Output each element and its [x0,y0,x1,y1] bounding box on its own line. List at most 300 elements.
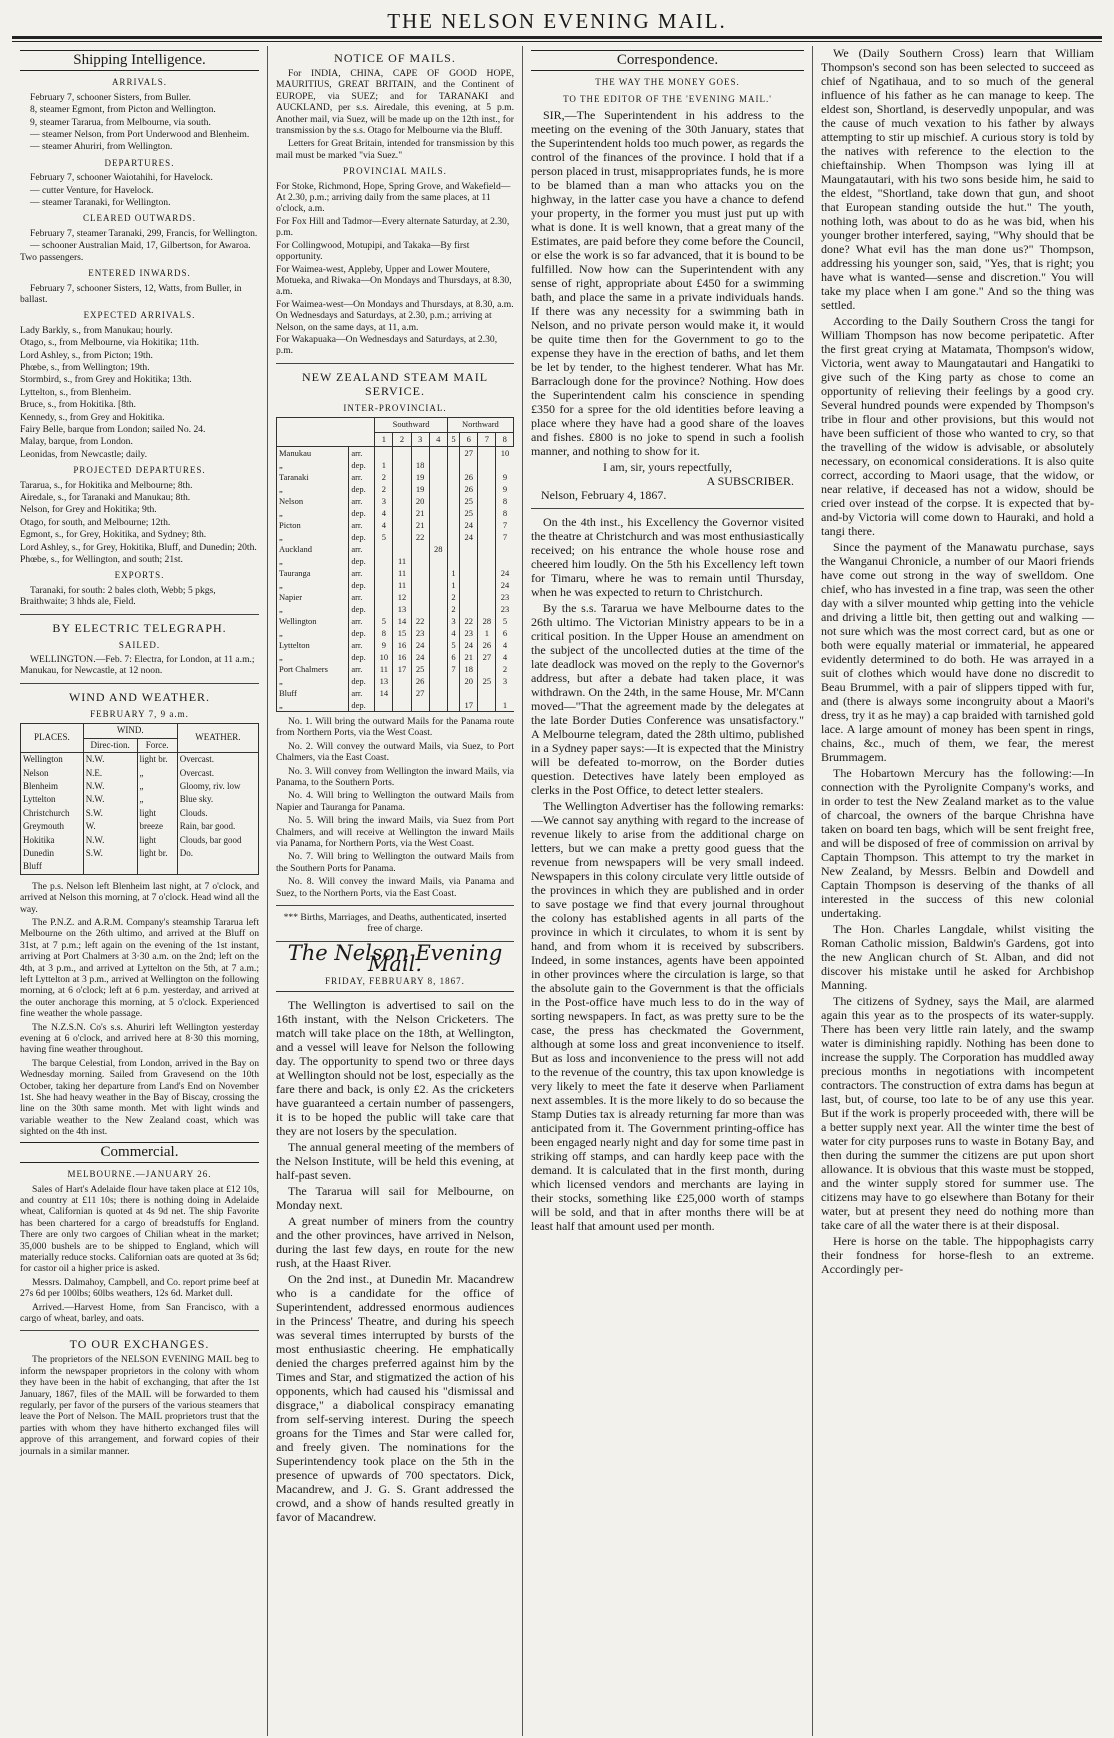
weather-cell: Overcast. [177,753,258,767]
mail-date-cell [375,446,393,459]
mail-date-cell [393,519,411,531]
mail-date-cell: 3 [375,495,393,507]
arrival-item: February 7, schooner Sisters, from Buller. [30,91,191,103]
weather-cell: Rain, bar good. [177,820,258,833]
southward-header: Southward [375,418,447,432]
weather-cell: W. [83,820,137,833]
exchanges-heading: TO OUR EXCHANGES. [69,1337,210,1352]
mail-date-cell [496,555,514,567]
mail-date-cell [478,603,496,615]
weather-cell: Dunedin [21,847,84,860]
mail-date-cell [429,483,447,495]
entered-list [20,283,259,306]
mail-date-cell [496,543,514,555]
mail-note: No. 5. Will bring the inward Mails, via Suez from Port Chalmers, and will receive at Wellington the inward Mails via Panama, for Northern Ports, via the West Coast. [276,815,514,850]
mail-port-cell: „ [277,555,349,567]
weather-cell: light br. [137,847,177,860]
provincial-item: For Collingwood, Motupipi, and Takaka—By first opportunity. [276,239,470,263]
weather-cell: Nelson [21,767,84,780]
expected-item: Lyttelton, s., from Blenheim. [20,386,132,398]
expected-item: Malay, barque, from London. [20,436,133,448]
weather-cell: „ [137,780,177,793]
column-1 [12,46,267,1736]
exports-text: Taranaki, for south: 2 bales cloth, Webb; 5 pkgs, Braithwaite; 3 hhds ale, Field. [20,584,216,608]
mail-date-cell: 8 [496,495,514,507]
mail-date-cell [429,615,447,627]
commercial-heading: Commercial. [20,1142,259,1163]
mail-date-cell [447,471,459,483]
mail-date-cell [393,483,411,495]
letter-heading: THE WAY THE MONEY GOES. [595,77,740,88]
expected-list [20,325,259,460]
mail-row [277,446,514,459]
mail-date-cell [429,471,447,483]
weather-cell: light [137,834,177,847]
mail-row [277,543,514,555]
mail-date-cell: 22 [411,615,429,627]
mail-note: No. 8. Will convey the inward Mails, via Panama and Suez, to the Northern Ports, via the East Coast. [276,876,514,899]
mail-date-cell [429,639,447,651]
article-paragraph: On the 4th inst., his Excellency the Governor visited the theatre at Christchurch and was most enthusiastically received; on his entrance the whole house rose and cheered him loudly. On the 5th his Excellency left town for Timaru, where he was to remain until Thursday, when he was expected to return to Christchurch. [531,515,804,600]
mail-date-cell [375,591,393,603]
weather-row [21,820,259,833]
commercial-date: MELBOURNE.—JANUARY 26. [67,1169,212,1180]
mail-number-header: 2 [393,432,411,446]
arrival-item: 8, steamer Egmont, from Picton and Wellington. [30,104,216,116]
mail-arrdep-cell: arr. [349,663,375,675]
weather-cell: Do. [177,847,258,860]
editorial-paragraph: The Wellington is advertised to sail on the 16th instant, with the Nelson Cricketers. The match will take place on the 18th, at Wellington, and a vessel will leave for Nelson the following day. The opportunity to spend two or three days at Wellington should not be lost, especially as the fare there and back, is only £2. As the cricketers have guaranteed a certain number of passengers, it is to be hoped the public will take care that they are not losers by the speculation. [276,998,514,1139]
wx-force-header: Force. [137,738,177,752]
mail-date-cell: 23 [411,627,429,639]
mail-date-cell: 3 [447,615,459,627]
mail-port-cell: „ [277,675,349,687]
mail-date-cell [478,591,496,603]
weather-row [21,847,259,860]
article-paragraph: Here is horse on the table. The hippophagists carry their fondness for horse-flesh to an extreme. Accordingly per- [821,1234,1094,1276]
weather-cell: Blue sky. [177,793,258,806]
mail-date-cell [447,555,459,567]
mail-port-cell: Taranaki [277,471,349,483]
arrival-item: — steamer Ahuriri, from Wellington. [30,141,173,153]
commercial-paragraph: Sales of Hart's Adelaide flour have taken place at £12 10s, and country at £11 10s; there is nothing doing in Adelaide wheat, Californian is quoted at 4s 9d net. The ship Favorite has been chartered for a cargo of breadstuffs for England. There are only two cargoes of Chilian wheat in the market; 35,000 bushels are to be shipped to England, which will materially reduce stocks. Californian oats are quoted at 3s 6d; for castor oil a higher price is asked. [20,1183,259,1275]
mail-number-header: 6 [460,432,478,446]
mail-date-cell: 5 [447,639,459,651]
columns [12,46,1102,1736]
weather-cell: Clouds. [177,807,258,820]
mail-port-cell: Manukau [277,446,349,459]
mail-date-cell [460,687,478,699]
column-2 [267,46,522,1736]
weather-table-body [21,753,259,874]
weather-cell: breeze [137,820,177,833]
mail-date-cell: 8 [375,627,393,639]
weather-cell: Lyttelton [21,793,84,806]
weather-row [21,793,259,806]
mail-date-cell [478,519,496,531]
mail-date-cell: 13 [393,603,411,615]
expected-item: Otago, s., from Melbourne, via Hokitika; 11th. [20,337,199,349]
weather-cell: N.W. [83,793,137,806]
mail-row [277,603,514,615]
mail-date-cell [411,579,429,591]
mail-date-cell [429,579,447,591]
mail-date-cell: 25 [460,507,478,519]
mail-date-cell [478,555,496,567]
mail-date-cell [411,567,429,579]
weather-cell: Clouds, bar good [177,834,258,847]
weather-cell: N.E. [83,767,137,780]
mail-port-cell: „ [277,579,349,591]
mail-date-cell: 2 [447,603,459,615]
weather-row [21,834,259,847]
departures-heading: DEPARTURES. [104,157,175,168]
masthead-rule [12,36,1102,42]
mail-date-cell: 14 [375,687,393,699]
mail-date-cell: 4 [375,519,393,531]
mail-date-cell [460,459,478,471]
mail-date-cell: 23 [460,627,478,639]
mail-note: No. 3. Will convey from Wellington the inward Mails, via Panama, to the Southern Ports. [276,765,514,788]
weather-cell: Bluff [21,860,84,873]
cleared-item: February 7, steamer Taranaki, 299, Francis, for Wellington. [30,227,258,239]
mail-arrdep-cell: dep. [349,603,375,615]
article-paragraph: We (Daily Southern Cross) learn that William Thompson's second son has been selected to succeed as chief of Ngatihaua, and to so much of the general influence of his father as he can manage to keep. The eldest son, Shortland, is deservedly unpopular, and was the cause of much vexation to his father by always attempting to stir up mischief. A curious story is told by the natives with reference to the election to the chieftainship. When Thompson was lying ill at Maungatautari, with his two sons beside him, he said to the eldest, "Shortland, take down that gun, and shoot that European standing outside the hut." The youth, nothing loth, was about to do as he was bid, when his younger brother interfered, saying, "Why should that be done? What evil has the man done us?" Thompson, addressing his younger son, said, "Yes, that is right; you have what is wanted—sense and discretion." You will take my place when I am gone." And so the thing was settled. [821,46,1094,312]
mail-row [277,615,514,627]
mail-date-cell [460,543,478,555]
mail-date-cell [429,675,447,687]
mail-arrdep-cell: arr. [349,615,375,627]
mail-date-cell [447,519,459,531]
mail-date-cell: 2 [447,591,459,603]
mail-date-cell [393,446,411,459]
news-paragraph: The P.N.Z. and A.R.M. Company's steamship Tararua left Melbourne on the 26th ultimo, and arrived at the Bluff on 31st, at 7 p.m.; left again on the evening of the 1st instant, arriving at Port Chalmers at 3·30 a.m. on the 2nd; left on the 4th, at 3 p.m., and arrived at Lyttelton on the 5th, at 7 a.m.; left Lyttelton at 3 p.m., arrived at Wellington on the following morning, at 6 o'clock; left at 6 p.m. yesterday, and arrived at the outer anchorage this morning, at 5 o'clock. Experienced fine weather the whole passage. [20,916,259,1020]
mail-port-cell: Napier [277,591,349,603]
weather-cell: Hokitika [21,834,84,847]
exchanges-text: The proprietors of the NELSON EVENING MAIL beg to inform the newspaper proprietors in the colony with whom they have been in the habit of exchanging, that after the 1st January, 1867, files of the MAIL will be forwarded to them regularly, per favor of the pursers of the various steamers that leave the Port of Nelson. The MAIL proprietors trust that the parties with whom they have hitherto exchanged files will approve of this arrangement, and forward copies of their journals in a similar manner. [20,1354,259,1457]
mail-note: No. 2. Will convey the outward Mails, via Suez, to Port Chalmers, via the East Coast. [276,740,514,764]
mail-date-cell: 19 [411,483,429,495]
mail-date-cell [478,483,496,495]
mail-arrdep-cell: arr. [349,519,375,531]
mail-date-cell: 25 [478,675,496,687]
steam-heading: NEW ZEALAND STEAM MAIL SERVICE. [301,369,489,398]
projected-heading: PROJECTED DEPARTURES. [73,465,206,476]
mail-date-cell [411,446,429,459]
weather-cell [177,860,258,873]
mail-port-cell: Auckland [277,543,349,555]
mail-number-header: 1 [375,432,393,446]
weather-row [21,807,259,820]
mail-date-cell [478,699,496,711]
mail-arrdep-cell: arr. [349,446,375,459]
mail-row [277,507,514,519]
mail-date-cell: 28 [478,615,496,627]
mail-date-cell [393,543,411,555]
mail-date-cell [429,531,447,543]
projected-item: Tararua, s., for Hokitika and Melbourne; 8th. [20,479,193,491]
mail-date-cell: 17 [460,699,478,711]
mail-date-cell [478,531,496,543]
mail-date-cell: 28 [429,543,447,555]
mail-row [277,495,514,507]
news-paragraph: The N.Z.S.N. Co's s.s. Ahuriri left Wellington yesterday evening at 6 o'clock, and arrived here at 8·30 this morning, having fine weather throughout. [20,1021,259,1056]
weather-cell: Christchurch [21,807,84,820]
letter-close: I am, sir, yours repectfully, [602,460,733,475]
weather-cell: Gloomy, riv. low [177,780,258,793]
letter-signature: A SUBSCRIBER. [706,474,794,489]
mail-date-cell [478,687,496,699]
mail-row [277,687,514,699]
mail-date-cell [375,603,393,615]
mail-date-cell [478,579,496,591]
mail-date-cell [496,687,514,699]
mail-row [277,579,514,591]
mail-date-cell [447,495,459,507]
mail-date-cell [429,459,447,471]
mail-date-cell: 20 [411,495,429,507]
expected-item: Bruce, s., from Hokitika. [8th. [20,399,136,411]
mail-port-cell: Lyttelton [277,639,349,651]
editorial-text [276,998,514,1524]
weather-row [21,753,259,767]
expected-item: Stormbird, s., from Grey and Hokitika; 13th. [20,374,192,386]
mail-date-cell [478,567,496,579]
mail-date-cell: 2 [496,663,514,675]
mail-date-cell: 24 [460,531,478,543]
mail-arrdep-cell: arr. [349,495,375,507]
shipping-news [20,881,259,1138]
commercial-list [20,1184,259,1325]
mail-row [277,675,514,687]
mail-date-cell [447,675,459,687]
mail-date-cell: 21 [411,507,429,519]
mail-port-cell: „ [277,651,349,663]
mail-date-cell: 16 [393,639,411,651]
mail-date-cell: 16 [393,651,411,663]
projected-item: Lord Ashley, s., for Grey, Hokitika, Bluff, and Dunedin; 20th. [20,541,257,553]
weather-row [21,780,259,793]
mail-date-cell: 9 [496,483,514,495]
arrival-item: — steamer Nelson, from Port Underwood and Blenheim. [30,129,250,141]
article-paragraph: The Hon. Charles Langdale, whilst visiting the Roman Catholic mission, Baldwin's Gardens, got into the new Anglican church of St. Alban, and did not discover his mistake until he asked for Archbishop Manning. [821,922,1094,992]
mail-date-cell: 11 [393,579,411,591]
divider [20,683,259,684]
letter-body: SIR,—The Superintendent in his address to the meeting on the evening of the 30th January, states that the Superintendent holds too much power, as regards the control of the finances of the province. I hold that if a person placed in trust, misappropriates funds, he is more to be blamed than a man who attacks you on the highway, in the latter case you have a chance to defend your property, in the former you must just put up with what is done. It is well known, that a great many of the Estimates, are paid before they come before the Council, or else the work is so far advanced, that it is bound to be fulfilled. Now how can the Superintendent with any sense of right, appropriate about £450 for a swimming bath, and place the same in a private individuals hands. If there was any necessity for a swimming bath in Nelson, and no private person would make it, it would be quite time then for the Government to go to the expense they have in the erection of baths, and let them be let by tender, to the highest tenderer. What has Mr. Barraclough done for the province? Nothing. How does the Superintendent calm his conscience in spending £350 for a spree for the old identities before leaving a place where they have had a good share of the loaves and fishes. £800 is no joke to spend in such a foolish manner, and nothing to show for it. [531,108,804,459]
mail-date-cell [429,519,447,531]
editorial-paragraph: The Tararua will sail for Melbourne, on Monday next. [276,1184,514,1213]
mail-date-cell: 4 [496,639,514,651]
mail-date-cell [447,699,459,711]
mail-date-cell [393,675,411,687]
mail-date-cell [447,687,459,699]
letter-date: Nelson, February 4, 1867. [541,488,667,503]
mail-row [277,651,514,663]
mail-date-cell: 22 [460,615,478,627]
mail-port-cell: Port Chalmers [277,663,349,675]
mail-date-cell [429,507,447,519]
mail-date-cell: 11 [393,567,411,579]
mail-date-cell: 11 [393,555,411,567]
mail-row [277,471,514,483]
mail-date-cell: 15 [393,627,411,639]
weather-table [20,723,259,873]
paper-date: FRIDAY, FEBRUARY 8, 1867. [325,975,465,986]
provincial-item: For Wakapuaka—On Wednesdays and Saturdays, at 2.30, p.m. [276,333,498,357]
arrivals-heading: ARRIVALS. [111,77,168,88]
mail-date-cell: 4 [496,651,514,663]
provincial-item: For Waimea-west, Appleby, Upper and Lower Moutere, Motueka, and Riwaka—On Mondays and Thursdays, at 8.30, a.m. [276,263,512,298]
mail-date-cell [496,459,514,471]
mail-date-cell [429,555,447,567]
mail-date-cell: 11 [375,663,393,675]
mail-row [277,639,514,651]
mail-port-cell: „ [277,699,349,711]
mail-date-cell: 1 [478,627,496,639]
provincial-heading: PROVINCIAL MAILS. [343,166,447,177]
mail-port-cell: Nelson [277,495,349,507]
mail-arrdep-cell: dep. [349,651,375,663]
mail-date-cell: 21 [411,519,429,531]
mail-date-cell: 4 [447,627,459,639]
mail-date-cell: 14 [393,615,411,627]
weather-cell: „ [137,793,177,806]
departures-list [20,172,259,208]
mail-arrdep-cell: dep. [349,507,375,519]
notice-list [276,68,514,161]
mail-date-cell: 5 [496,615,514,627]
mail-schedule-body [277,446,514,711]
mail-date-cell: 4 [375,507,393,519]
column-3-text [531,515,804,1233]
mail-date-cell: 5 [375,531,393,543]
mail-corner-header [277,418,375,447]
wind-heading: WIND AND WEATHER. [68,689,211,704]
divider [276,711,514,712]
news-paragraph: The barque Celestial, from London, arrived in the Bay on Wednesday morning. Sailed from Gravesend on the 10th October, taking her departure from Land's End on November 1st. She had heavy weather in the Bay of Biscay, crossing the line on the 30th same month. Met with light winds and variable weather to the New Zealand coast, which was sighted on the 4th inst. [20,1057,259,1138]
expected-heading: EXPECTED ARRIVALS. [83,310,196,321]
mail-date-cell [393,507,411,519]
mail-date-cell [429,699,447,711]
mail-port-cell: „ [277,483,349,495]
mail-date-cell [429,603,447,615]
expected-item: Lady Barkly, s., from Manukau; hourly. [20,324,173,336]
mail-arrdep-cell: arr. [349,543,375,555]
mail-date-cell: 1 [375,459,393,471]
mail-date-cell [429,495,447,507]
sailed-heading: SAILED. [118,639,161,650]
mail-port-cell: „ [277,531,349,543]
mail-date-cell [429,651,447,663]
mail-date-cell [375,555,393,567]
mail-date-cell [478,663,496,675]
arrivals-list [20,92,259,153]
mail-date-cell: 25 [460,495,478,507]
weather-cell: N.W. [83,834,137,847]
mail-date-cell: 5 [375,615,393,627]
mail-date-cell [393,471,411,483]
mail-arrdep-cell: dep. [349,459,375,471]
cleared-list [20,228,259,263]
mail-arrdep-cell: arr. [349,567,375,579]
mail-date-cell: 8 [496,507,514,519]
mail-row [277,591,514,603]
weather-cell: N.W. [83,780,137,793]
divider [276,363,514,364]
mail-date-cell [429,687,447,699]
wx-weather-header: WEATHER. [177,724,258,753]
mail-row [277,483,514,495]
mail-row [277,459,514,471]
mail-date-cell: 26 [460,471,478,483]
mail-row [277,627,514,639]
arrival-item: 9, steamer Tararua, from Melbourne, via south. [30,116,211,128]
mail-row [277,531,514,543]
commercial-paragraph: Arrived.—Harvest Home, from San Francisco, with a cargo of wheat, barley, and oats. [20,1301,259,1324]
cleared-item: — schooner Australian Maid, 17, Gilbertson, for Awaroa. Two passengers. [20,240,251,263]
mail-arrdep-cell: dep. [349,531,375,543]
steam-subheading: INTER-PROVINCIAL. [343,402,447,413]
letter-address: TO THE EDITOR OF THE 'EVENING MAIL.' [563,93,772,104]
mail-port-cell: „ [277,627,349,639]
weather-cell: „ [137,767,177,780]
mail-date-cell [447,459,459,471]
mail-date-cell: 17 [393,663,411,675]
mail-date-cell: 23 [496,591,514,603]
article-paragraph: The Hobartown Mercury has the following:—In connection with the Pyrolignite Company's works, and in order to test the New Zealand market as to the value of charcoal, the owners of the barque Chrishna have taken on board ten bags, which will be sent freight free, and will be disposed of free of commission on arrival by Captain Thompson. This attempt to try the market in New Zealand, by Messrs. Belbin and Dowdell and Captain Thompson is deserving of the thanks of all interested in the success of this new colonial undertaking. [821,766,1094,920]
mail-arrdep-cell: arr. [349,639,375,651]
provincial-item: For Waimea-west—On Mondays and Thursdays, at 8.30, a.m. On Wednesdays and Saturdays, at 2.30, p.m.; arriving at Nelson, on the same days, at 11, a.m. [276,298,514,333]
mail-number-header: 3 [411,432,429,446]
mail-date-cell: 9 [375,639,393,651]
mail-arrdep-cell: dep. [349,627,375,639]
mail-date-cell: 1 [447,579,459,591]
mail-date-cell: 18 [460,663,478,675]
mail-arrdep-cell: dep. [349,555,375,567]
mail-date-cell: 27 [460,446,478,459]
mail-date-cell: 7 [447,663,459,675]
weather-cell: S.W. [83,807,137,820]
mail-date-cell [429,446,447,459]
mail-arrdep-cell: dep. [349,483,375,495]
weather-cell: light [137,807,177,820]
mail-port-cell: „ [277,507,349,519]
mail-port-cell: Wellington [277,615,349,627]
mail-date-cell [478,446,496,459]
article-paragraph: The citizens of Sydney, says the Mail, are alarmed again this year as to the prospects of its water-supply. There has been very little rain lately, and the swamp water is diminishing rapidly. Nothing has been done to increase the supply. The Corporation has muddled away precious months in negotiations with incompetent contractors. The construction of extra dams has begun at last, but, of course, too late to be of any use this year. But if the work is properly proceeded with, there will be a better supply next year. All the winter time the best of water for city purposes runs to waste in Botany Bay, and then during the summer the citizens are put upon short allowance. It is obvious that this waste must be stopped, and the winter supply stored for summer use. The citizens may have to go elsewhere than Botany for their water, but at present they need do nothing more than take care of all the water there is at their disposal. [821,994,1094,1232]
article-paragraph: According to the Daily Southern Cross the tangi for William Thompson has now become peripatetic. After the first great crying at Matamata, Thompson's widow, Victoria, went away to Maungatautari and Hangatiki to give such of the King party as chose to come an opportunity of relieving their feelings by a good cry. Several hundred pounds were expended by Thompson's tribe in flour and other provisions, but this would not have been sufficient of those who wanted to cry, so that the travelling of the widow is advisable, or absolutely necessary, on economical considerations. It is also quite correct, according to Maori usage, that the widow, or near relative, if deceased has not a widow, should be cried over instead of the corpse. It is expected that by-and-by Victoria will come down to Hauraki, and hold a tangi there. [821,314,1094,538]
mail-date-cell: 24 [496,567,514,579]
mail-date-cell [393,459,411,471]
weather-cell: N.W. [83,753,137,767]
mail-date-cell [411,555,429,567]
wx-wind-header: WIND. [83,724,177,738]
mail-date-cell: 24 [411,651,429,663]
mail-date-cell [429,567,447,579]
mail-date-cell [460,579,478,591]
projected-item: Nelson, for Grey and Hokitika; 9th. [20,504,157,516]
provincial-item: For Stoke, Richmond, Hope, Spring Grove, and Wakefield—At 2.30, p.m.; arriving daily from the same places, at 11 o'clock, a.m. [276,180,511,215]
mail-date-cell [478,459,496,471]
projected-item: Egmont, s., for Grey, Hokitika, and Sydney; 8th. [20,529,207,541]
masthead: THE NELSON EVENING MAIL. [387,9,727,33]
mail-date-cell: 27 [411,687,429,699]
mail-number-header: 8 [496,432,514,446]
column-4-text [821,46,1094,1276]
mail-note: No. 1. Will bring the outward Mails for the Panama route from Northern Ports, via the West Coast. [276,715,514,739]
editorial-paragraph: On the 2nd inst., at Dunedin Mr. Macandrew who is a candidate for the office of Superintendent, addressed enormous audiences in the Princess' Theatre, and during his speech was several times interrupted by bursts of the most enthusiastic cheering. He emphatically denied the charges preferred against him by the Times and Star, and stigmatized the action of his opponents, which had caused his "dismissal and disgrace," a diabolical conspiracy emanating from self-serving interest. During the speech groans for the Times and Star were called for, and freely given. The nominations for the Superintendency took place on the 5th in the presence of upwards of 700 spectators. Dick, Macandrew, and J. G. S. Grant addressed the crowd, and a show of hands resulted greatly in favor of Macandrew. [276,1272,514,1525]
departure-item: — cutter Venture, for Havelock. [30,184,154,196]
